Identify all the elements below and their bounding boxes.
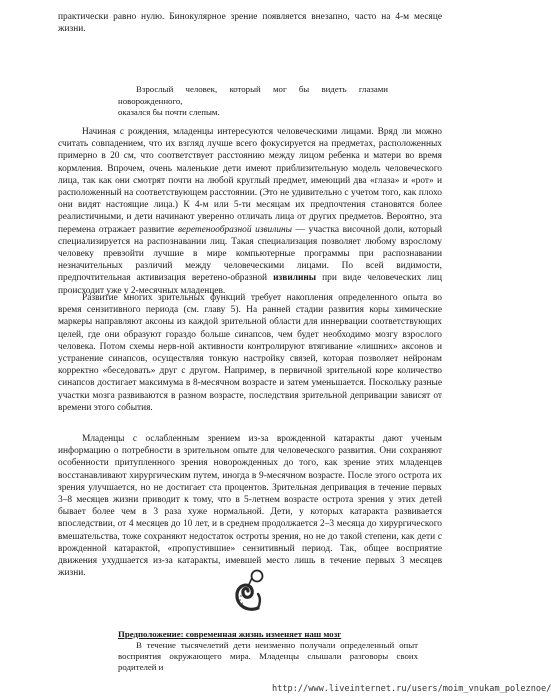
paragraph-cataract: Младенцы с ослабленным зрением из-за врожденной катаракты дают ученым информацию о потребности в зрительном опыте для человеческого развития. Они сохраняют особенности притупленного зрения новорожденных до того, как зрение этих младенцев восстанавливают хирургическим путем, иногда в 9-месячном возрасте. После этого острота их зрения улучшается, но не достигает ста процентов. Зрительная депривация в течение первых 3–8 месяцев жизни приводит к тому, что в 5-летнем возрасте острота зрения у этих детей бывает более чем в 3 раза хуже нормальной. Дети, у которых катаракта развивается впоследствии, от 4 месяцев до 10 лет, и в среднем продолжается 2–3 месяца до хирургического вмешательства, тоже сохраняют недостаток остроты зрения, но не до такой степени, как дети с врожденной катарактой, «пропустившие» сензитивный период. Так, общее восприятие движения ухудшается из-за катаракты, имевшей место лишь в течение первых 3 месяцев жизни. [58, 434, 442, 579]
box-text: В течение тысячелетий дети неизменно получали определенный опыт восприятия окружающего мира. Младенцы слышали разговоры своих родителей и [118, 640, 418, 673]
top-paragraph: практически равно нулю. Бинокулярное зрение появляется внезапно, часто на 4-м месяце жизни. [58, 12, 442, 35]
bold-gyrus: извилины [273, 273, 317, 284]
paragraph-faces [58, 126, 442, 297]
box-title: Предположение: современная жизнь изменяет наш мозг [118, 629, 342, 639]
paragraph-faces-part2: — участка височной доли, который специализируется на распознавании лиц. Такая специализация позволяет любому взрослому человеку превзойти лучшие в мире компьютерные программы при распознавании незначительных различий между человеческими лицами. По всей видимости, предпочтительная активизация веретено-образной [58, 224, 443, 284]
caption-line-2: оказался бы почти слепым. [118, 107, 220, 118]
footer-url[interactable]: http://www.liveinternet.ru/users/moim_vnukam_poleznoe/ [272, 684, 551, 694]
paragraph-faces-part3: при виде человеческих лиц происходит уже у 2-месячных младенцев. [58, 273, 443, 296]
paragraph-faces-part1: Начиная с рождения, младенцы интересуются человеческими лицами. Вряд ли можно считать совпадением, что их взгляд лучше всего фокусируется на предметах, расположенных примерно в 20 см, что соответствует расстоянию между лицом ребенка и матери во время кормления. Впрочем, очень маленькие дети имеют приблизительную модель человеческого лица, так как они смотрят почти на любой круглый предмет, имеющий два «глаза» и «рот» и расположенный на соответствующем расстоянии. (Это не удивительно с учетом того, как плохо они видят настоящие лица.) К 4-м или 5-ти месяцам их предпочтения становятся более реалистичными, и дети начинают уверенно отличать лица от других предметов. Вероятно, эта перемена отражает развитие [58, 127, 442, 235]
paragraph-development: Развитие многих зрительных функций требует накопления определенного опыта во время сензитивного периода (см. главу 5). На ранней стадии развития коры химические маркеры направляют аксоны из каждой зрительной области для иннервации соответствующих целей, где они образуют гораздо больше синапсов, чем будет необходимо мозгу взрослого человека. Потом схемы нерв-ной активности контролируют втягивание «лишних» аксонов и устранение синапсов, осуществляя тонкую настройку связей, которая позволяет нейронам корректно «беседовать» друг с другом. Например, в первичной зрительной коре количество синапсов достигает максимума в 8-месячном возрасте и затем уменьшается. Поскольку разные участки мозга развиваются в разном возрасте, последствия зрительной депривации зависят от времени этого события. [58, 293, 442, 413]
caption-line-1: Взрослый человек, который мог бы видеть глазами новорожденного, [118, 84, 388, 106]
caption [118, 84, 388, 119]
snake-figure-icon [228, 566, 270, 612]
emphasis-fusiform-gyrus: веретенообразной извилины [177, 224, 293, 235]
